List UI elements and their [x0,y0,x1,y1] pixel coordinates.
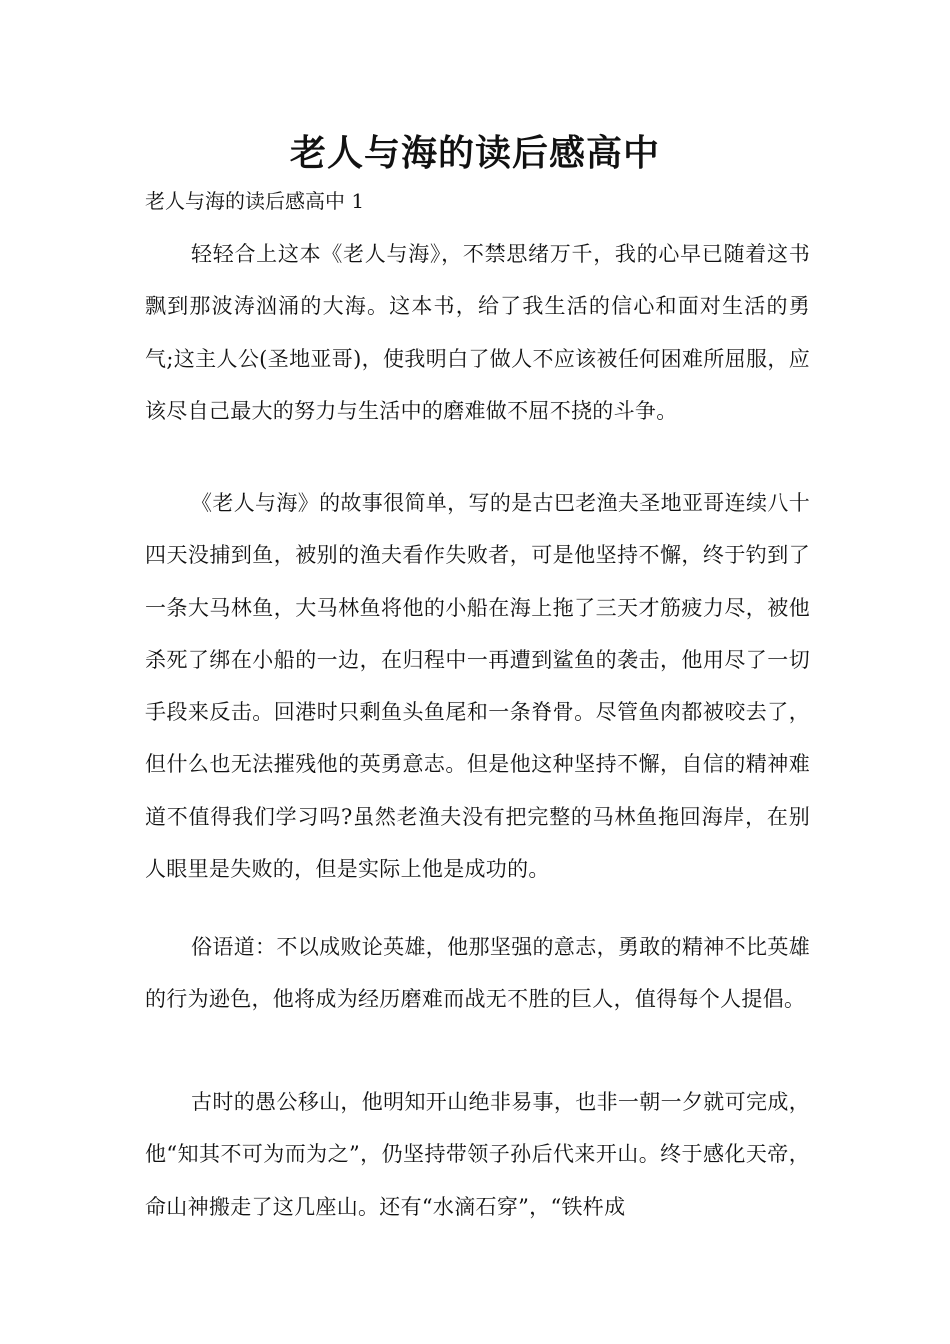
paragraph-4: 古时的愚公移山，他明知开山绝非易事，也非一朝一夕就可完成，他“知其不可为而为之”，仍坚持带领子孙后代来开山。终于感化天帝，命山神搬走了这几座山。还有“水滴石穿”，“铁杵成 [145,1090,810,1219]
paragraph-2: 《老人与海》的故事很简单，写的是古巴老渔夫圣地亚哥连续八十四天没捕到鱼，被别的渔夫看作失败者，可是他坚持不懈，终于钓到了一条大马林鱼，大马林鱼将他的小船在海上拖了三天才筋疲力尽，被他杀死了绑在小船的一边，在归程中一再遭到鲨鱼的袭击，他用尽了一切手段来反击。回港时只剩鱼头鱼尾和一条脊骨。尽管鱼肉都被咬去了，但什么也无法摧残他的英勇意志。但是他这种坚持不懈，自信的精神难道不值得我们学习吗?虽然老渔夫没有把完整的马林鱼拖回海岸，在别人眼里是失败的，但是实际上他是成功的。 [145,491,810,882]
paragraph-3: 俗语道：不以成败论英雄，他那坚强的意志，勇敢的精神不比英雄的行为逊色，他将成为经历磨难而战无不胜的巨人，值得每个人提倡。 [145,935,810,1012]
section-heading: 老人与海的读后感高中 1 [145,189,365,213]
paragraph-1: 轻轻合上这本《老人与海》，不禁思绪万千，我的心早已随着这书飘到那波涛汹涌的大海。这本书，给了我生活的信心和面对生活的勇气;这主人公(圣地亚哥)，使我明白了做人不应该被任何困难所屈服，应该尽自己最大的努力与生活中的磨难做不屈不挠的斗争。 [145,242,810,423]
document-title: 老人与海的读后感高中 [289,133,660,174]
